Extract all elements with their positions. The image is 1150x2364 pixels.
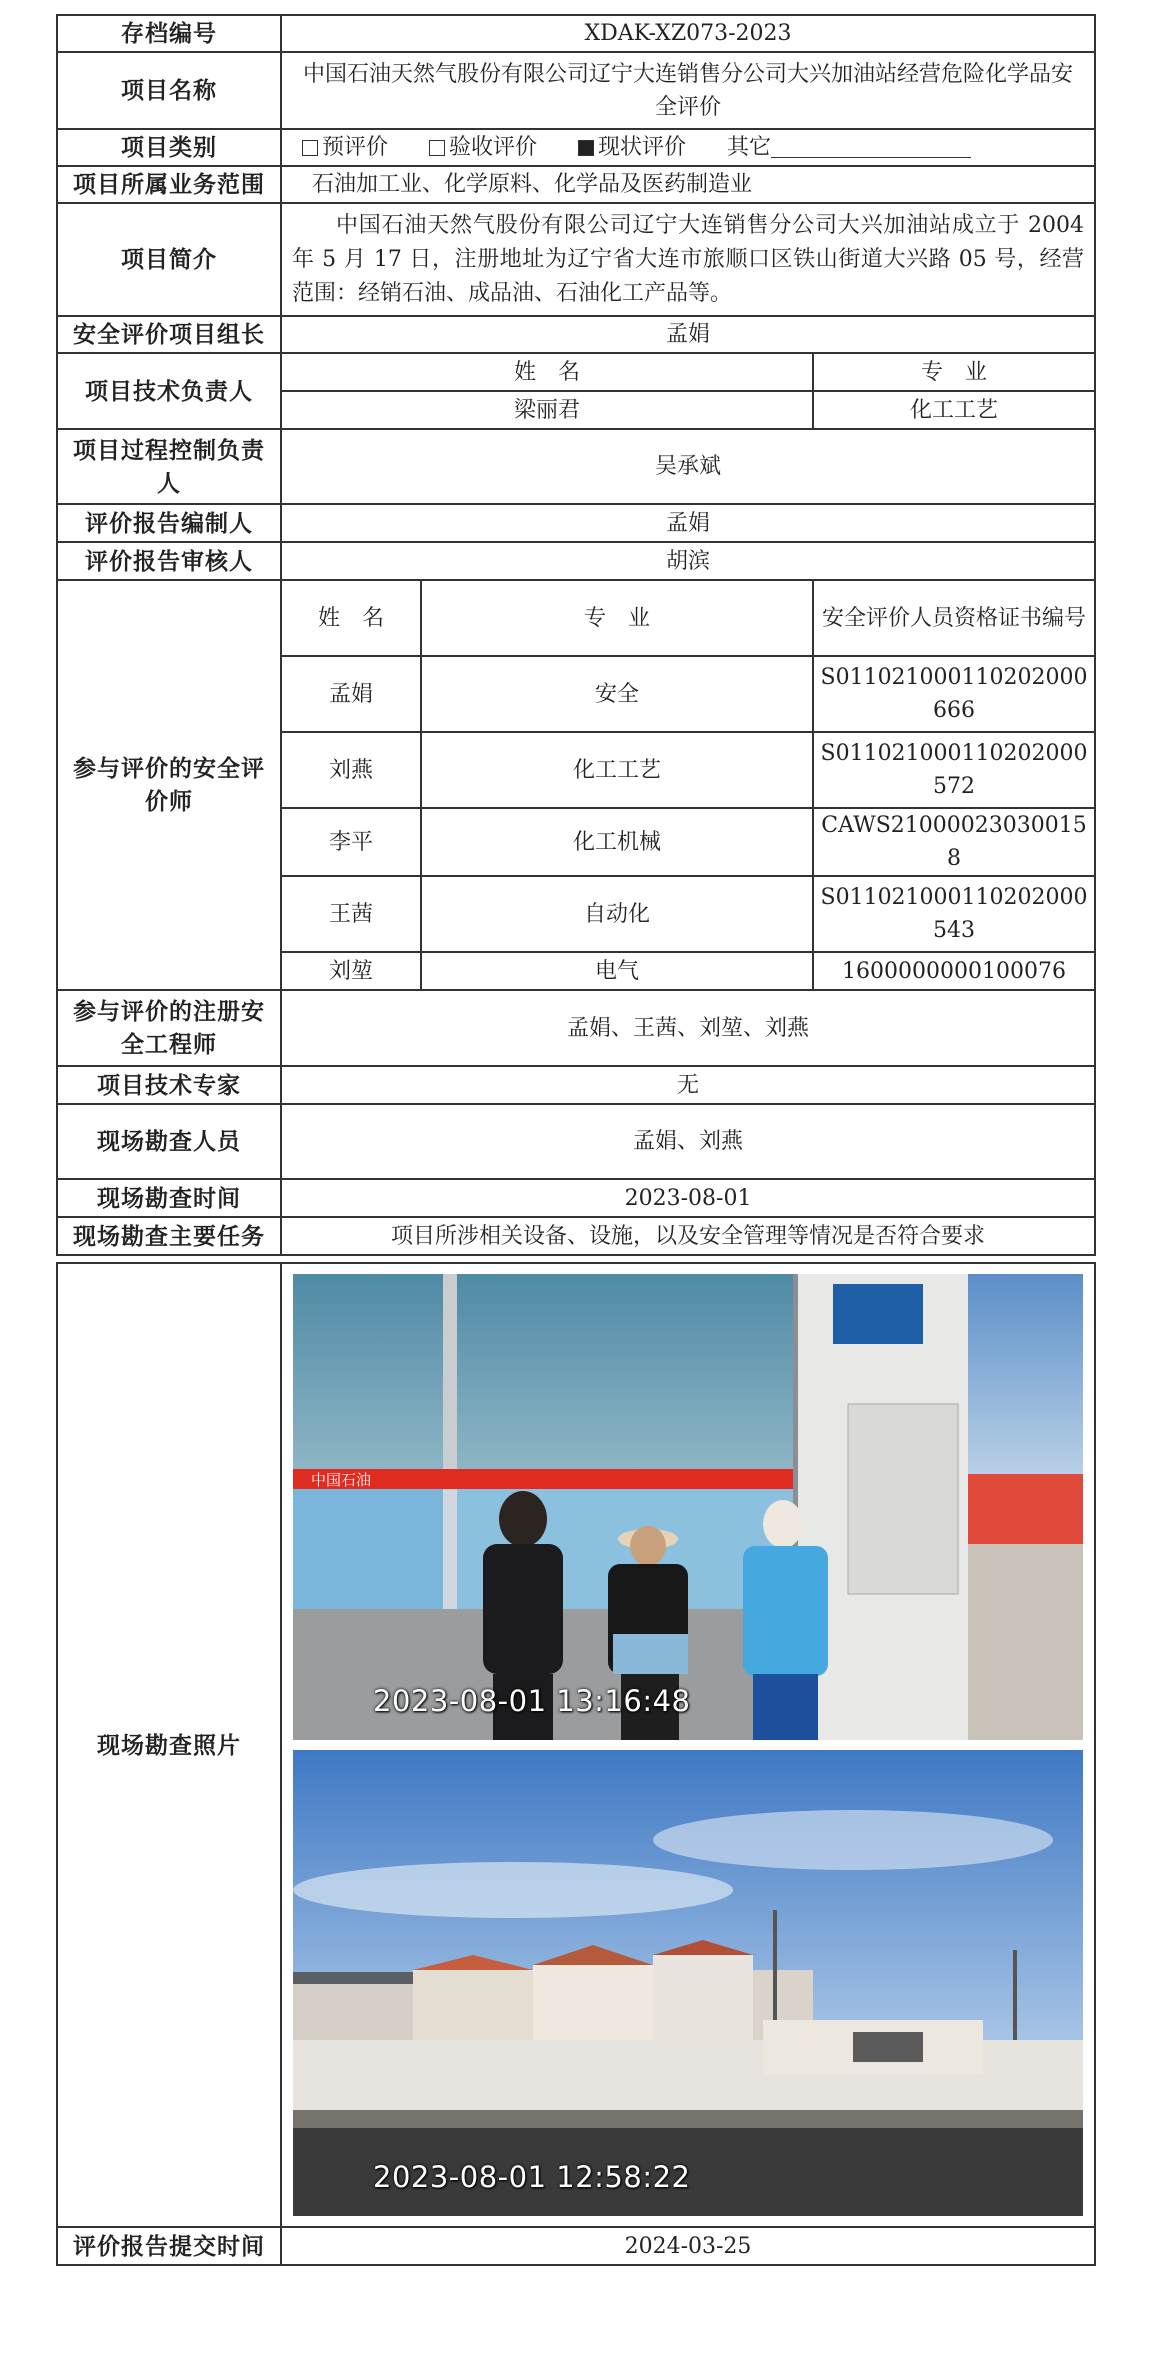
process-control-value: 吴承斌 <box>281 429 1095 504</box>
project-intro-value: 中国石油天然气股份有限公司辽宁大连销售分公司大兴加油站成立于 2004 年 5 月 17 日，注册地址为辽宁省大连市旅顺口区铁山街道大兴路 05 号，经营范围：经销石油、成品油、石油化工产品等。 <box>281 203 1095 316</box>
evaluator-name: 李平 <box>281 808 421 876</box>
station-staff-photo <box>293 1274 1083 1740</box>
photo-2-timestamp: 2023-08-01 12:58:22 <box>373 2160 691 2194</box>
row-archive-no <box>57 15 1095 52</box>
banner-text: 中国石油 <box>311 1471 372 1489</box>
row-survey-staff <box>57 1104 1095 1179</box>
evaluation-record-form <box>56 14 1094 2266</box>
evaluator-name: 王茜 <box>281 876 421 952</box>
row-report-reviewer <box>57 542 1095 580</box>
archive-no-value: XDAK-XZ073-2023 <box>281 15 1095 52</box>
evaluator-major: 自动化 <box>421 876 813 952</box>
row-submit-time <box>57 2227 1095 2265</box>
checkbox-pre-icon[interactable] <box>302 140 318 156</box>
project-name-label: 项目名称 <box>57 52 281 129</box>
evaluator-cert: 1600000000100076 <box>813 952 1095 990</box>
type-option-acceptance[interactable]: 验收评价 <box>429 135 537 160</box>
evaluator-major: 电气 <box>421 952 813 990</box>
evaluator-name: 刘燕 <box>281 732 421 808</box>
report-reviewer-value: 胡滨 <box>281 542 1095 580</box>
evaluator-cert: S011021000110202000543 <box>813 876 1095 952</box>
team-leader-label: 安全评价项目组长 <box>57 316 281 353</box>
checkbox-status-checked-icon[interactable] <box>578 140 594 156</box>
row-survey-photos <box>57 1263 1095 2227</box>
submit-time-label: 评价报告提交时间 <box>57 2227 281 2265</box>
photo-1-timestamp: 2023-08-01 13:16:48 <box>373 1684 691 1718</box>
survey-photos-label: 现场勘查照片 <box>57 1263 281 2227</box>
evaluator-cert: S011021000110202000572 <box>813 732 1095 808</box>
tech-expert-label: 项目技术专家 <box>57 1066 281 1104</box>
tech-lead-name: 梁丽君 <box>281 391 813 429</box>
tech-lead-major: 化工工艺 <box>813 391 1095 429</box>
site-photo-2 <box>293 1750 1083 2216</box>
other-blank-line <box>771 135 971 158</box>
evaluator-major: 化工机械 <box>421 808 813 876</box>
report-author-value: 孟娟 <box>281 504 1095 542</box>
info-table <box>56 14 1096 1256</box>
engineers-value: 孟娟、王茜、刘堃、刘燕 <box>281 990 1095 1066</box>
evaluators-cert-header: 安全评价人员资格证书编号 <box>813 580 1095 656</box>
row-project-intro <box>57 203 1095 316</box>
survey-photos-cell <box>281 1263 1095 2227</box>
row-report-author <box>57 504 1095 542</box>
row-tech-expert <box>57 1066 1095 1104</box>
row-engineers <box>57 990 1095 1066</box>
submit-time-value: 2024-03-25 <box>281 2227 1095 2265</box>
tech-lead-label: 项目技术负责人 <box>57 353 281 429</box>
evaluators-name-header: 姓 名 <box>281 580 421 656</box>
project-type-options <box>281 129 1095 166</box>
survey-time-value: 2023-08-01 <box>281 1179 1095 1217</box>
survey-task-label: 现场勘查主要任务 <box>57 1217 281 1255</box>
row-project-name <box>57 52 1095 129</box>
site-photo-1 <box>293 1274 1083 1740</box>
row-process-control <box>57 429 1095 504</box>
evaluator-name: 孟娟 <box>281 656 421 732</box>
row-survey-task <box>57 1217 1095 1255</box>
report-author-label: 评价报告编制人 <box>57 504 281 542</box>
evaluator-cert: S011021000110202000666 <box>813 656 1095 732</box>
report-reviewer-label: 评价报告审核人 <box>57 542 281 580</box>
row-tech-lead-header <box>57 353 1095 391</box>
checkbox-acceptance-icon[interactable] <box>429 140 445 156</box>
project-name-value: 中国石油天然气股份有限公司辽宁大连销售分公司大兴加油站经营危险化学品安全评价 <box>281 52 1095 129</box>
archive-no-label: 存档编号 <box>57 15 281 52</box>
row-survey-time <box>57 1179 1095 1217</box>
type-option-pre[interactable]: 预评价 <box>302 135 388 160</box>
evaluators-label: 参与评价的安全评价师 <box>57 580 281 990</box>
row-business-scope <box>57 166 1095 203</box>
station-surroundings-photo <box>293 1750 1083 2216</box>
type-option-other: 其它 <box>727 135 971 160</box>
tech-lead-major-header: 专 业 <box>813 353 1095 391</box>
row-evaluators-header <box>57 580 1095 656</box>
evaluators-major-header: 专 业 <box>421 580 813 656</box>
survey-staff-label: 现场勘查人员 <box>57 1104 281 1179</box>
evaluator-cert: CAWS210000230300158 <box>813 808 1095 876</box>
survey-task-value: 项目所涉相关设备、设施，以及安全管理等情况是否符合要求 <box>281 1217 1095 1255</box>
project-intro-label: 项目简介 <box>57 203 281 316</box>
process-control-label: 项目过程控制负责人 <box>57 429 281 504</box>
engineers-label: 参与评价的注册安全工程师 <box>57 990 281 1066</box>
row-project-type <box>57 129 1095 166</box>
row-team-leader <box>57 316 1095 353</box>
photo-table <box>56 1262 1096 2266</box>
type-option-status[interactable]: 现状评价 <box>578 135 686 160</box>
evaluator-major: 化工工艺 <box>421 732 813 808</box>
business-scope-label: 项目所属业务范围 <box>57 166 281 203</box>
team-leader-value: 孟娟 <box>281 316 1095 353</box>
project-type-label: 项目类别 <box>57 129 281 166</box>
tech-lead-name-header: 姓 名 <box>281 353 813 391</box>
evaluator-major: 安全 <box>421 656 813 732</box>
tech-expert-value: 无 <box>281 1066 1095 1104</box>
evaluator-name: 刘堃 <box>281 952 421 990</box>
survey-time-label: 现场勘查时间 <box>57 1179 281 1217</box>
business-scope-value: 石油加工业、化学原料、化学品及医药制造业 <box>281 166 1095 203</box>
survey-staff-value: 孟娟、刘燕 <box>281 1104 1095 1179</box>
